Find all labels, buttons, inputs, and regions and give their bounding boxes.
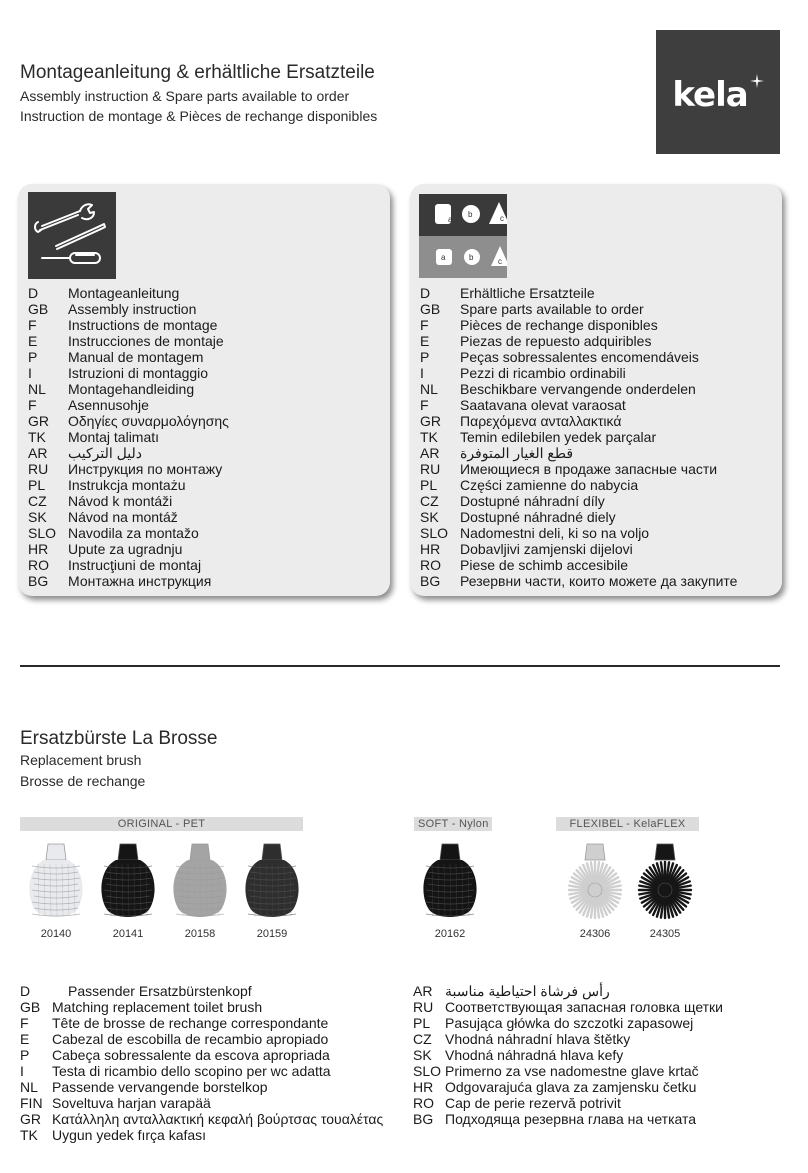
list-item: P Peças sobressalentes encomendáveis <box>420 349 699 365</box>
part-label-a: a <box>448 215 453 224</box>
brush-code-20140: 20140 <box>40 928 72 940</box>
list-item: SK Dostupné náhradné diely <box>420 509 616 525</box>
list-item: PL Części zamienne do nabycia <box>420 477 639 493</box>
list-item: E Instrucciones de montaje <box>28 333 224 349</box>
list-item: SLO Primerno za vse nadomestne glave krtač <box>413 1063 699 1079</box>
list-item: FIN Soveltuva harjan varapää <box>20 1095 211 1111</box>
list-item: F Instructions de montage <box>28 317 218 333</box>
list-item: D Passender Ersatzbürstenkopf <box>20 983 252 999</box>
brush-image-20159 <box>240 842 304 928</box>
list-item: GR Κατάλληλη ανταλλακτική κεφαλή βούρτσας τουαλέτας <box>20 1111 384 1127</box>
list-item: GR Οδηγίες συναρμολόγησης <box>28 413 229 429</box>
list-item: CZ Vhodná náhradní hlava štětky <box>413 1031 631 1047</box>
list-item: HR Upute za ugradnju <box>28 541 183 557</box>
list-item: AR قطع الغيار المتوفرة <box>420 445 574 461</box>
list-item: NL Montagehandleiding <box>28 381 195 397</box>
list-item: F Saatavana olevat varaosat <box>420 397 626 413</box>
list-item: RO Cap de perie rezervă potrivit <box>413 1095 621 1111</box>
list-item: NL Passende vervangende borstelkop <box>20 1079 268 1095</box>
list-item: GB Matching replacement toilet brush <box>20 999 263 1015</box>
list-item: TK Montaj talimatı <box>28 429 160 445</box>
list-item: BG Подходяща резервна глава на четката <box>413 1111 697 1127</box>
list-item: RU Имеющиеся в продаже запасные части <box>420 461 718 477</box>
list-item: HR Dobavljivi zamjenski dijelovi <box>420 541 633 557</box>
list-item: BG Монтажна инструкция <box>28 573 212 589</box>
list-item: CZ Návod k montáži <box>28 493 173 509</box>
list-item: RU Соответствующая запасная головка щетки <box>413 999 723 1015</box>
brush-image-24305 <box>633 842 697 928</box>
brush-code-20162: 20162 <box>434 928 466 940</box>
section-subtitle-fr: Brosse de rechange <box>20 773 146 789</box>
list-item: HR Odgovarajuća glava za zamjensku četku <box>413 1079 697 1095</box>
list-item: PL Pasująca główka do szczotki zapasowej <box>413 1015 694 1031</box>
list-item: I Pezzi di ricambio ordinabili <box>420 365 626 381</box>
brush-image-20162 <box>418 842 482 928</box>
list-item: TK Uygun yedek fırça kafası <box>20 1127 207 1143</box>
list-item: D Erhältliche Ersatzteile <box>420 285 595 301</box>
list-item: GR Παρεχόμενα ανταλλακτικά <box>420 413 622 429</box>
page-title: Montageanleitung & erhältliche Ersatzteile <box>20 62 375 83</box>
brush-image-20140 <box>24 842 88 928</box>
list-item: PL Instrukcja montażu <box>28 477 186 493</box>
parts-group-icon <box>419 236 507 278</box>
list-item: NL Beschikbare vervangende onderdelen <box>420 381 696 397</box>
assembly-panel <box>18 184 390 596</box>
category-original-pet: ORIGINAL - PET <box>20 817 303 831</box>
part-label-b: b <box>468 210 473 219</box>
assembly-language-list <box>28 285 388 589</box>
kela-logo <box>656 30 780 154</box>
list-item: P Manual de montagem <box>28 349 204 365</box>
list-item: BG Резервни части, които можете да закупите <box>420 573 738 589</box>
parts-icon <box>419 194 507 278</box>
star-icon <box>750 74 764 88</box>
list-item: GB Spare parts available to order <box>420 301 644 317</box>
page-subtitle-fr: Instruction de montage & Pièces de rechange disponibles <box>20 108 378 124</box>
replacement-language-list-left <box>20 983 420 1143</box>
list-item: AR دليل التركيب <box>28 445 142 461</box>
part-label-a2: a <box>441 253 446 262</box>
list-item: D Montageanleitung <box>28 285 180 301</box>
list-item: RU Инструкция по монтажу <box>28 461 223 477</box>
brush-code-20158: 20158 <box>184 928 216 940</box>
list-item: RO Instrucţiuni de montaj <box>28 557 202 573</box>
parts-exploded-icon <box>419 194 507 236</box>
list-item: E Piezas de repuesto adquiribles <box>420 333 652 349</box>
part-label-c: c <box>500 214 504 223</box>
parts-panel <box>410 184 782 596</box>
category-soft-nylon: SOFT - Nylon <box>414 817 492 831</box>
list-item: CZ Dostupné náhradní díly <box>420 493 605 509</box>
list-item: TK Temin edilebilen yedek parçalar <box>420 429 657 445</box>
brush-image-24306 <box>563 842 627 928</box>
category-flexibel: FLEXIBEL - KelaFLEX <box>556 817 699 831</box>
list-item: GB Assembly instruction <box>28 301 197 317</box>
brush-image-20141 <box>96 842 160 928</box>
logo-text: kela <box>672 75 748 115</box>
brush-code-20159: 20159 <box>256 928 288 940</box>
list-item: P Cabeça sobressalente da escova apropriada <box>20 1047 330 1063</box>
page-subtitle-en: Assembly instruction & Spare parts available to order <box>20 88 350 104</box>
list-item: E Cabezal de escobilla de recambio apropiado <box>20 1031 329 1047</box>
part-label-b2: b <box>469 253 474 262</box>
list-item: SK Návod na montáž <box>28 509 178 525</box>
list-item: I Testa di ricambio dello scopino per wc adatta <box>20 1063 331 1079</box>
list-item: SLO Navodila za montažo <box>28 525 199 541</box>
parts-language-list <box>420 285 780 589</box>
brush-image-20158 <box>168 842 232 928</box>
list-item: F Tête de brosse de rechange correspondante <box>20 1015 329 1031</box>
section-title: Ersatzbürste La Brosse <box>20 728 218 749</box>
list-item: AR رأس فرشاة احتياطية مناسبة <box>413 983 610 999</box>
list-item: I Istruzioni di montaggio <box>28 365 209 381</box>
brush-code-20141: 20141 <box>112 928 144 940</box>
brush-code-24305: 24305 <box>649 928 681 940</box>
list-item: F Pièces de rechange disponibles <box>420 317 658 333</box>
part-label-c2: c <box>498 257 502 266</box>
replacement-language-list-right <box>413 983 793 1127</box>
tools-icon <box>28 192 116 279</box>
list-item: F Asennusohje <box>28 397 149 413</box>
list-item: RO Piese de schimb accesibile <box>420 557 629 573</box>
section-divider <box>20 665 780 667</box>
brush-code-24306: 24306 <box>579 928 611 940</box>
list-item: SLO Nadomestni deli, ki so na voljo <box>420 525 650 541</box>
section-subtitle-en: Replacement brush <box>20 752 142 768</box>
list-item: SK Vhodná náhradná hlava kefy <box>413 1047 624 1063</box>
